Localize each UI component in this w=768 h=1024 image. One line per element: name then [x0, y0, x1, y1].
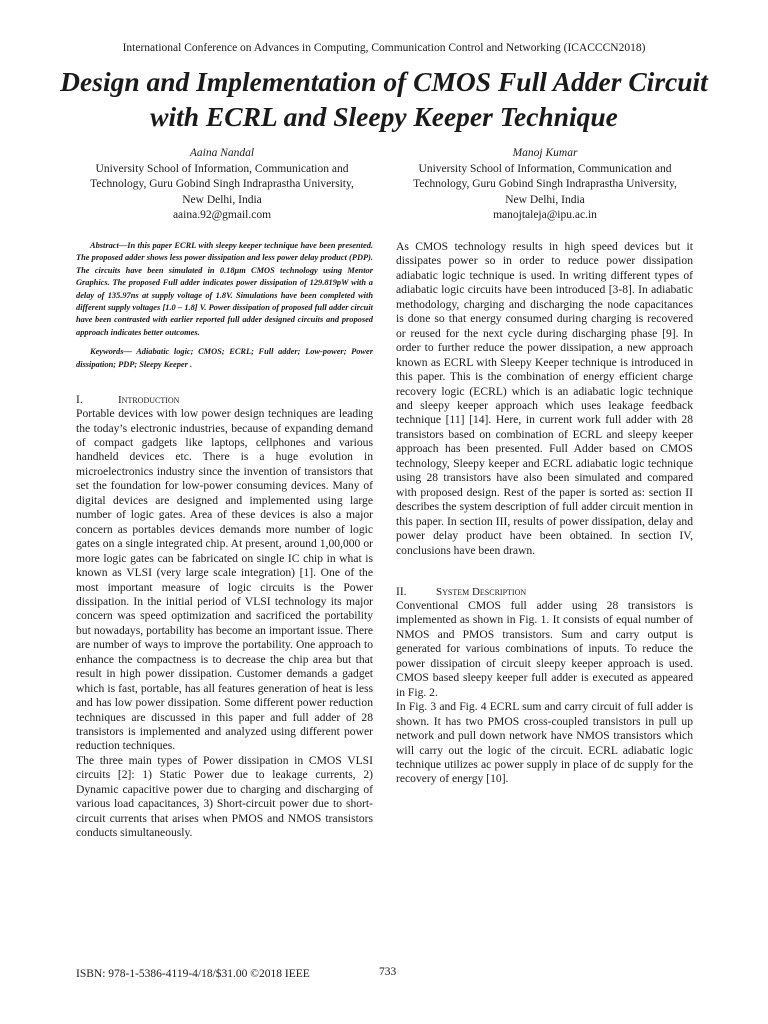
author-email: manojtaleja@ipu.ac.in: [493, 209, 597, 221]
right-column: [396, 240, 693, 787]
section-heading-system-description: [396, 585, 693, 599]
author-affiliation: Technology, Guru Gobind Singh Indraprastha University,: [413, 178, 677, 190]
intro-paragraph-2: The three main types of Power dissipation in CMOS VLSI circuits [2]: 1) Static Power due to leakage currents, 2) Dynamic capacitive power due to charging and discharging of various load capacitances, 3) Short-circuit power due to short-circuit currents that arises when PMOS and NMOS transistors conducts simultaneously.: [76, 753, 373, 840]
section-number: I.: [76, 394, 83, 407]
intro-paragraph-continued: As CMOS technology results in high speed devices but it dissipates power so in order to reduce power dissipation adiabatic logic technique is used. In writing different types of adiabatic logic circuits have been introduced [3-8]. In adiabatic methodology, charging and discharging the node capacitances is done so that energy consumed during charging is recovered or reused for the next cycle during discharging phase [9]. In order to further reduce the power dissipation, a new approach known as ECRL with Sleepy Keeper technique is introduced in this paper. This is the combination of energy efficient charge recovery logic (ECRL) which is an adiabatic logic technique and sleepy keeper approach which uses leakage feedback technique [11] [14]. Here, in current work full adder with 28 transistors based on combination of ECRL and sleepy keeper approach has been presented. Full Adder based on CMOS technology, Sleepy keeper and ECRL adiabatic logic technique using 28 transistors have also been simulated and compared with proposed design. Rest of the paper is sorted as: section II describes the system description of full adder circuit mention in this paper. In section III, results of power dissipation, delay and power delay product have been obtained. In section IV, conclusions have been drawn.: [396, 240, 693, 557]
author-block-2: [395, 146, 695, 224]
author-affiliation: University School of Information, Communication and: [418, 162, 672, 175]
page-number: 733: [379, 966, 397, 978]
intro-paragraph-1: Portable devices with low power design techniques are leading the today’s electronic industries, because of expanding demand of compact gadgets like laptops, cellphones and various handheld devices etc. There is a huge evolution in microelectronics industry since the invention of transistors that set the foundation for low-power consuming devices. Many of digital devices are designed and implemented using large number of logic gates. Area of these devices is also a major concern as portables devices demands more number of logic gates on a single integrated chip. At present, around 1,00,000 or more logic gates can be fabricated on single IC chip in what is known as VLSI (very large scale integration) [1]. One of the most important measure of logic circuits is the Power dissipation. In the initial period of VLSI technology its major concern was speed optimization and sacrificed the portability but nowadays, portability has become an important issue. There are number of ways to improve the portability. One approach to enhance the compactness is to decrease the chip area but that result in high power dissipation. Customer demands a gadget which is fast, portable, has all features generation of heat is less and has low power dissipation. Some different power reduction techniques are discussed in this paper and full adder of 28 transistors is implemented and analyzed using different power reduction techniques.: [76, 407, 373, 753]
left-column: [76, 240, 373, 841]
section-number: II.: [396, 585, 407, 598]
paper-title: Design and Implementation of CMOS Full Adder Circuit with ECRL and Sleepy Keeper Technique: [60, 66, 708, 132]
abstract: Abstract—In this paper ECRL with sleepy keeper technique have been presented. The proposed adder shows less power dissipation and less power delay product (PDP). The circuits have been simulated in 0.18μm CMOS technology using Mentor Graphics. The proposed Full adder indicates power dissipation of 129.819pW with a delay of 135.97ns at supply voltage of 1.8V. Simulations have been completed with different supply voltages [1.0 – 1.8] V. Power dissipation of proposed full adder circuit have been contrasted with earlier reported full adder designed circuits and proposed approach indicates better outcomes.: [76, 241, 373, 337]
author-email: aaina.92@gmail.com: [172, 209, 272, 221]
author-location: New Delhi, India: [505, 193, 585, 206]
author-block-1: [72, 146, 372, 224]
keywords: Keywords— Adiabatic logic; CMOS; ECRL; Full adder; Low-power; Power dissipation; PDP; Sleepy Keeper .: [76, 347, 373, 369]
footer-isbn: ISBN: 978-1-5386-4119-4/18/$31.00 ©2018 IEEE: [76, 968, 310, 980]
author-name: Manoj Kumar: [512, 147, 578, 159]
conference-header: International Conference on Advances in Computing, Communication Control and Networking (ICACCCN2018): [122, 42, 646, 54]
system-paragraph-1: Conventional CMOS full adder using 28 transistors is implemented as shown in Fig. 1. It consists of equal number of NMOS and PMOS transistors. Sum and carry output is generated for various combinations of inputs. To reduce the power dissipation of circuit sleepy keeper approach is used. CMOS based sleepy keeper full adder is executed as appeared in Fig. 2.: [396, 598, 693, 699]
author-name: Aaina Nandal: [189, 147, 255, 159]
system-paragraph-2: In Fig. 3 and Fig. 4 ECRL sum and carry circuit of full adder is shown. It has two PMOS cross-coupled transistors in pull up network and pull down network have NMOS transistors which will carry out the logic of the circuit. ECRL adiabatic logic technique utilizes ac power supply in place of dc supply for the recovery of energy [10].: [396, 700, 693, 786]
section-title: Introduction: [118, 394, 180, 407]
section-heading-introduction: [76, 393, 373, 407]
author-location: New Delhi, India: [182, 193, 262, 206]
section-title: System Description: [436, 585, 527, 598]
author-affiliation: Technology, Guru Gobind Singh Indraprastha University,: [90, 178, 354, 190]
author-affiliation: University School of Information, Communication and: [95, 162, 349, 175]
